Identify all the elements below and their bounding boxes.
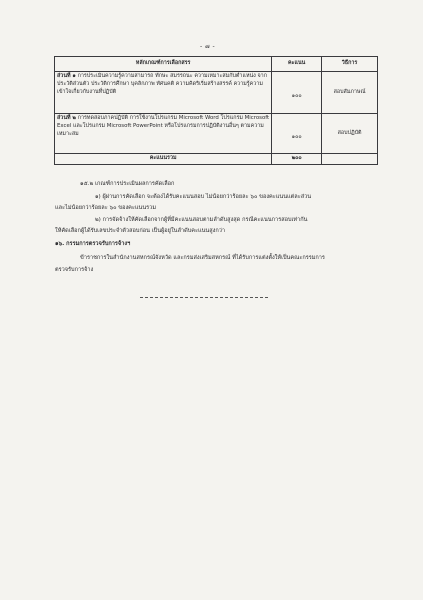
criteria-cell [55, 72, 272, 114]
header-method: วิธีการ [322, 57, 378, 72]
section-16-line2: ตรวจรับการจ้าง [55, 267, 94, 273]
criteria-item-2-line1: ๒) การจัดจ้างให้คัดเลือกจากผู้ที่มีคะแนนสอบตามลำดับสูงสุด กรณีคะแนนการสอบเท่ากัน [95, 217, 308, 223]
page-number: - ๗ - [200, 43, 216, 50]
criteria-table [54, 56, 378, 165]
total-label: คะแนนรวม [55, 154, 272, 165]
method-cell: สอบสัมภาษณ์ [322, 72, 378, 114]
section-16-line1: ข้าราชการในสำนักงานสหกรณ์จังหวัด และกรมส่งเสริมสหกรณ์ ที่ได้รับการแต่งตั้งให้เป็นคณะกรรมการ [80, 255, 325, 261]
criteria-item-1-line2: และไม่น้อยกว่าร้อยละ ๖๐ ของคะแนนรวม [55, 205, 157, 211]
score-cell: ๑๐๐ [272, 114, 322, 154]
criteria-item-1-line1: ๑) ผู้ผ่านการคัดเลือก จะต้องได้รับคะแนนสอบ ไม่น้อยกว่าร้อยละ ๖๐ ของคะแนนแต่ละส่วน [95, 194, 312, 200]
section-15-2-heading: ๑๕.๒ เกณฑ์การประเมินผลการคัดเลือก [80, 181, 175, 187]
part-label: ส่วนที่ ๑ [57, 73, 76, 79]
part-description: การทดสอบภาคปฏิบัติ การใช้งานโปรแกรม Microsoft Word โปรแกรม Microsoft Excel และโปรแกรม Microsoft PowerPoint หรือโปรแกรมการปฏิบัติงานอื่นๆ ตามความเหมาะสม [57, 115, 270, 137]
header-score: คะแนน [272, 57, 322, 72]
table-row [55, 114, 378, 154]
total-empty-cell [322, 154, 378, 165]
score-cell: ๑๐๐ [272, 72, 322, 114]
table-header-row [55, 57, 378, 72]
criteria-cell [55, 114, 272, 154]
method-cell: สอบปฏิบัติ [322, 114, 378, 154]
section-16-heading: ๑๖. กรรมการตรวจรับการจ้างฯ [55, 241, 131, 247]
dashed-separator [140, 297, 268, 298]
part-description: การประเมินความรู้ความสามารถ ทักษะ สมรรถนะ ความเหมาะสมกับตำแหน่ง จากประวัติส่วนตัว ประวัติการศึกษา บุคลิกภาพ ทัศนคติ ความคิดริเริ่มสร้างสรรค์ ความรู้ความเข้าใจเกี่ยวกับงานที่ปฏิบัติ [57, 73, 267, 95]
part-label: ส่วนที่ ๒ [57, 115, 76, 121]
total-row [55, 154, 378, 165]
header-criteria: หลักเกณฑ์การเลือกสรร [55, 57, 272, 72]
criteria-item-2-line2: ให้คัดเลือกผู้ได้รับเลขประจำตัวสอบก่อน เป็นผู้อยู่ในลำดับคะแนนสูงกว่า [55, 228, 226, 234]
total-value: ๒๐๐ [272, 154, 322, 165]
table-row [55, 72, 378, 114]
